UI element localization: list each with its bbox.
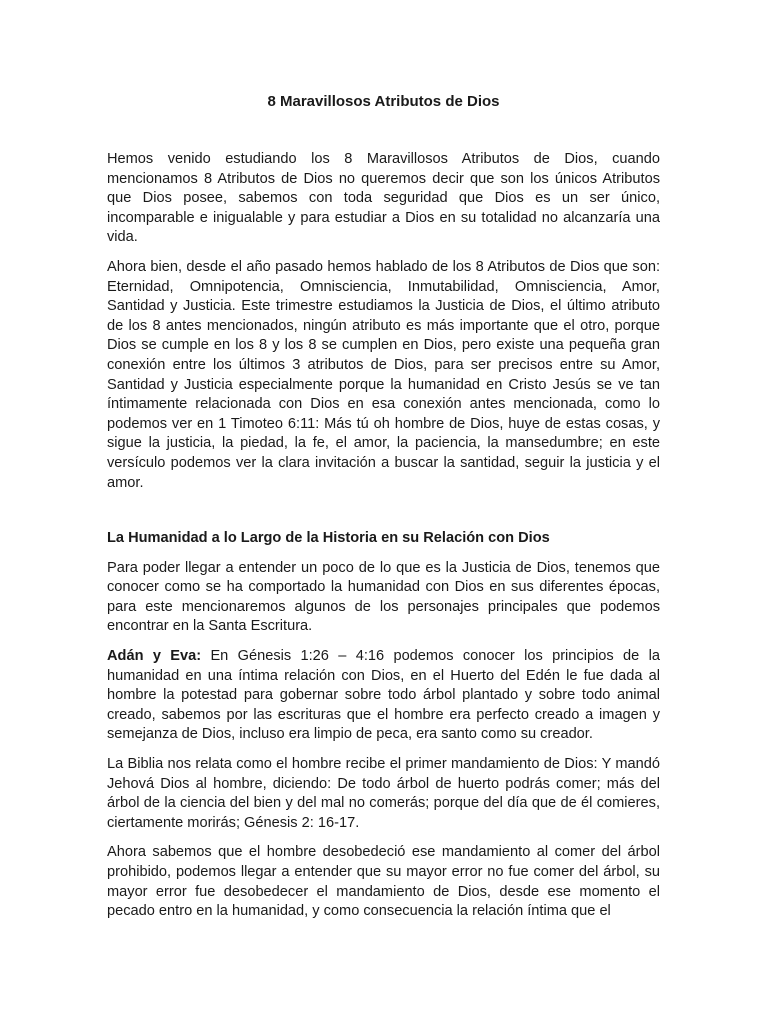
adan-eva-paragraph: [107, 647, 660, 745]
intro-paragraph-2: Ahora bien, desde el año pasado hemos hablado de los 8 Atributos de Dios que son: Eternidad, Omnipotencia, Omnisciencia, Inmutabilidad, Omnisciencia, Amor, Santidad y Justicia. Este trimestre estudiamos la Justicia de Dios, el último atributo de los 8 antes mencionados, ningún atributo es más importante que el otro, porque Dios se cumple en los 8 y los 8 se cumplen en Dios, pero existe una pequeña gran conexión entre los últimos 3 atributos de Dios, para ser precisos entre su Amor, Santidad y Justicia especialmente porque la humanidad en Cristo Jesús se ve tan íntimamente relacionada con Dios en esa conexión antes mencionada, como lo podemos ver en 1 Timoteo 6:11: Más tú oh hombre de Dios, huye de estas cosas, y sigue la justicia, la piedad, la fe, el amor, la paciencia, la mansedumbre; en este versículo podemos ver la clara invitación a buscar la santidad, seguir la justicia y el amor.: [107, 258, 660, 491]
section-paragraph-1: Para poder llegar a entender un poco de lo que es la Justicia de Dios, tenemos que conocer como se ha comportado la humanidad con Dios en sus diferentes épocas, para este mencionaremos algunos de los personajes principales que podemos encontrar en la Santa Escritura.: [107, 559, 660, 635]
adan-eva-lead: Adán y Eva:: [107, 648, 202, 665]
document-page: [107, 92, 660, 922]
intro-paragraph-1: Hemos venido estudiando los 8 Maravillosos Atributos de Dios, cuando mencionamos 8 Atributos de Dios no queremos decir que son los únicos Atributos que Dios posee, sabemos con toda seguridad que Dios es un ser único, incomparable e inigualable y para estudiar a Dios en su totalidad no alcanzaría una vida.: [107, 151, 660, 246]
section-paragraph-3: La Biblia nos relata como el hombre recibe el primer mandamiento de Dios: Y mandó Jehová Dios al hombre, diciendo: De todo árbol de huerto podrás comer; más del árbol de la ciencia del bien y del mal no comerás; porque del día que de él comieres, ciertamente morirás; Génesis 2: 16-17.: [107, 756, 660, 831]
document-title: 8 Maravillosos Atributos de Dios: [267, 93, 500, 110]
section-paragraph-4: Ahora sabemos que el hombre desobedeció ese mandamiento al comer del árbol prohibido, podemos llegar a entender que su mayor error no fue comer del árbol, su mayor error fue desobedecer el mandamiento de Dios, desde ese momento el pecado entro en la humanidad, y como consecuencia la relación íntima que el: [107, 844, 660, 920]
section-heading: La Humanidad a lo Largo de la Historia en su Relación con Dios: [107, 530, 550, 547]
adan-eva-text: En Génesis 1:26 – 4:16 podemos conocer los principios de la humanidad en una íntima relación con Dios, en el Huerto del Edén le fue dada al hombre la potestad para gobernar sobre todo árbol plantado y sobre todo animal creado, sabemos por las escrituras que el hombre era perfecto creado a imagen y semejanza de Dios, incluso era limpio de peca, era santo como su creador.: [107, 648, 660, 743]
